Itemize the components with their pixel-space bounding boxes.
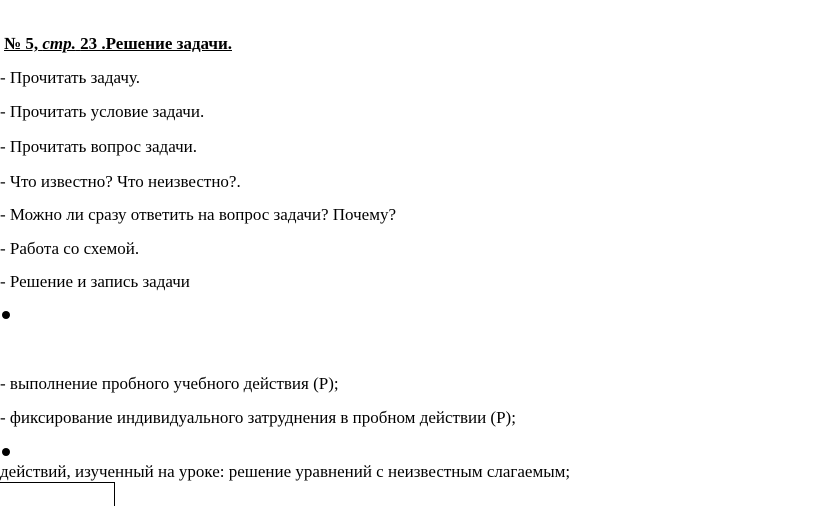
bullet-icon: [2, 448, 10, 456]
step-work-with-scheme: - Работа со схемой.: [0, 239, 140, 258]
closing-line: действий, изученный на уроке: решение уравнений с неизвестным слагаемым;: [0, 462, 571, 481]
action-difficulty: - фиксирование индивидуального затруднения в пробном действии (Р);: [0, 408, 516, 427]
bullet-icon: [2, 311, 10, 319]
action-trial: - выполнение пробного учебного действия (Р);: [0, 374, 339, 393]
task-number: № 5,: [4, 34, 39, 53]
step-read-question: - Прочитать вопрос задачи.: [0, 137, 197, 156]
step-known-unknown: - Что известно? Что неизвестно?.: [0, 172, 241, 191]
task-heading: [4, 34, 232, 54]
step-read-task: - Прочитать задачу.: [0, 68, 140, 87]
page-ref-label: стр.: [42, 34, 76, 53]
step-answer-immediately: - Можно ли сразу ответить на вопрос задачи? Почему?: [0, 205, 397, 224]
task-title: 23 .Решение задачи.: [80, 34, 232, 53]
step-solution-record: - Решение и запись задачи: [0, 272, 190, 291]
table-cell-box: [0, 482, 115, 506]
step-read-condition: - Прочитать условие задачи.: [0, 102, 205, 121]
